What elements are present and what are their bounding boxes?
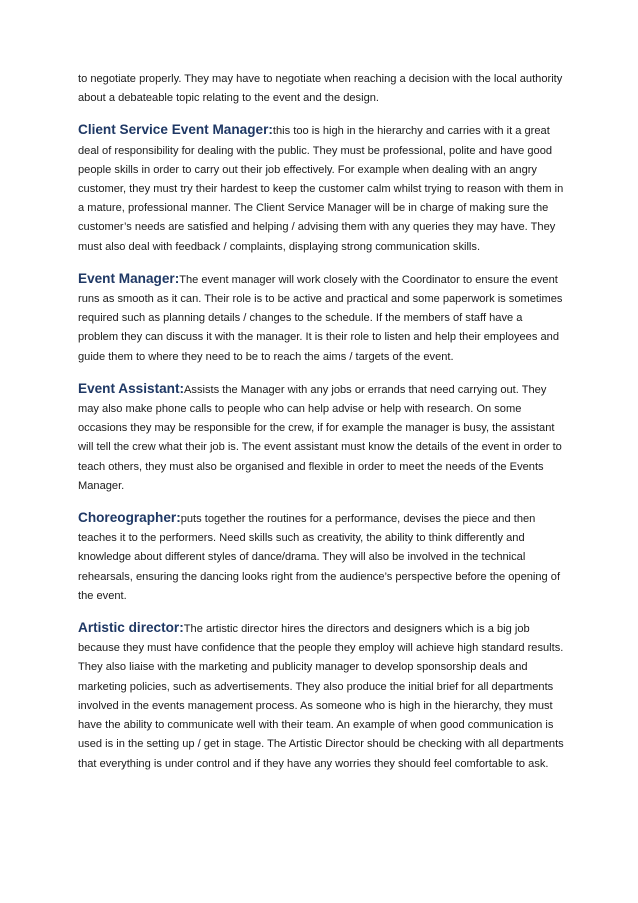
section-heading: Choreographer: <box>78 510 181 526</box>
section-body: The event manager will work closely with the Coordinator to ensure the event runs as smooth as it can. Their role is to be active and practical and some paperwork is sometimes required such as planning details / changes to the schedule. If the members of staff have a problem they can discuss it with the manager. It is their role to listen and help their employees and guide them to where they need to be to reach the aims / targets of the event. <box>78 273 563 363</box>
intro-paragraph: to negotiate properly. They may have to negotiate when reaching a decision with the local authority about a debateable topic relating to the event and the design. <box>78 73 563 105</box>
section-event-assistant <box>78 379 564 496</box>
document-body <box>78 70 564 786</box>
section-heading: Event Manager: <box>78 270 180 286</box>
section-heading: Event Assistant: <box>78 380 185 396</box>
section-artistic-director <box>78 618 564 774</box>
section-body: Assists the Manager with any jobs or errands that need carrying out. They may also make phone calls to people who can help advise or help with research. On some occasions they may be responsible for the crew, if for example the manager is busy, the assistant will tell the crew what their job is. The event assistant must know the details of the event in order to teach others, they must also be organised and flexible in order to meet the needs of the Events Manager. <box>78 383 562 492</box>
section-client-service-event-manager <box>78 120 564 256</box>
section-heading: Client Service Event Manager: <box>78 122 273 138</box>
section-choreographer <box>78 508 564 606</box>
section-heading: Artistic director: <box>78 620 184 636</box>
section-body: The artistic director hires the directors and designers which is a big job because they must have confidence that the people they employ will achieve high standard results. They also liaise with the marketing and publicity manager to develop sponsorship deals and marketing policies, such as advertisements. They also produce the initial brief for all departments involved in the events management process. As someone who is high in the hierarchy, they must have the ability to communicate well with their team. An example of when good communication is used is in the setting up / get in stage. The Artistic Director should be checking with all departments that everything is under control and if they have any worries they should feel comfortable to ask. <box>78 623 564 770</box>
section-event-manager <box>78 269 564 367</box>
section-body: this too is high in the hierarchy and carries with it a great deal of responsibility for dealing with the public. They must be professional, polite and have good people skills in order to carry out their job effectively. For example when dealing with an angry customer, they must try their hardest to keep the customer calm whilst trying to reason with them in a mature, professional manner. The Client Service Manager will be in charge of making sure the customer’s needs are satisfied and helping / advising them with any queries they may have. They must also deal with feedback / complaints, displaying strong communication skills. <box>78 125 564 253</box>
section-body: puts together the routines for a performance, devises the piece and then teaches it to the performers. Need skills such as creativity, the ability to think differently and knowledge about different styles of dance/drama. They will also be involved in the technical rehearsals, ensuring the dancing looks right from the audience’s perspective before the opening of the event. <box>78 513 561 602</box>
